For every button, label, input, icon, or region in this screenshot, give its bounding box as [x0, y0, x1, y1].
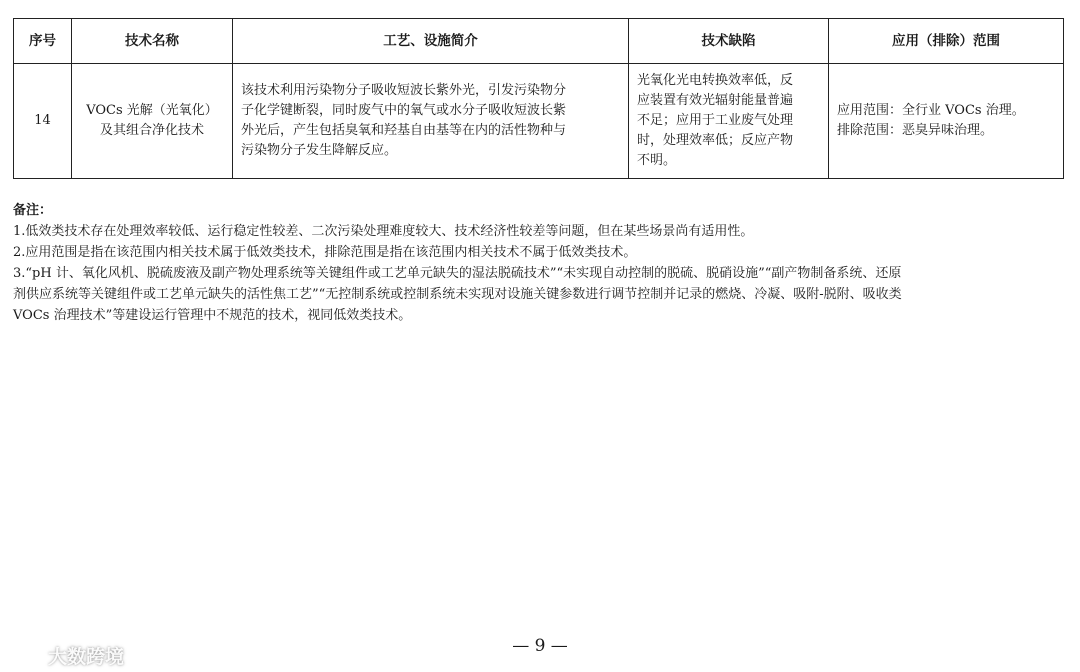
- watermark-text: 大数跨境: [48, 645, 125, 668]
- technology-name-text: VOCs 光解（光氧化） 及其组合净化技术: [86, 103, 218, 138]
- technical-defects-text: 光氧化光电转换效率低，反 应装置有效光辐射能量普遍 不足；应用于工业废气处理 时，处理效率低；反应产物 不明。: [637, 73, 794, 168]
- cell-serial-number: [14, 64, 72, 179]
- table-row: [14, 64, 1064, 179]
- notes-title: 备注：: [13, 203, 53, 218]
- cell-process-description: [233, 64, 629, 179]
- cell-technology-name: [72, 64, 233, 179]
- cell-technical-defects: [629, 64, 829, 179]
- watermark: [8, 641, 124, 669]
- note-item: 2.应用范围是指在该范围内相关技术属于低效类技术，排除范围是指在该范围内相关技术不属于低效类技术。: [13, 245, 637, 260]
- table-header-row: [14, 19, 1064, 64]
- header-serial-number: 序号: [14, 19, 72, 64]
- header-technical-defects: 技术缺陷: [629, 19, 829, 64]
- process-description-text: 该技术利用污染物分子吸收短波长紫外光，引发污染物分 子化学键断裂，同时废气中的氧气或水分子吸收短波长紫 外光后，产生包括臭氧和羟基自由基等在内的活性物种与 污染物分子发生降解反应。: [241, 83, 567, 158]
- page-number: — 9 —: [512, 636, 568, 656]
- header-application-scope: 应用（排除）范围: [829, 19, 1064, 64]
- brand-logo-icon: [8, 642, 44, 668]
- application-scope-text: 应用范围：全行业 VOCs 治理。 排除范围：恶臭异味治理。: [837, 103, 1025, 138]
- notes-section: [13, 200, 1069, 326]
- header-process-description: 工艺、设施简介: [233, 19, 629, 64]
- note-item: 3.“pH 计、氧化风机、脱硫废液及副产物处理系统等关键组件或工艺单元缺失的湿法脱硫技术”“未实现自动控制的脱硫、脱硝设施”“副产物制备系统、还原: [13, 266, 902, 281]
- note-item: 1.低效类技术存在处理效率较低、运行稳定性较差、二次污染处理难度较大、技术经济性较差等问题，但在某些场景尚有适用性。: [13, 224, 754, 239]
- note-item: 剂供应系统等关键组件或工艺单元缺失的活性焦工艺”“无控制系统或控制系统未实现对设施关键参数进行调节控制并记录的燃烧、冷凝、吸附-脱附、吸收类: [13, 287, 902, 302]
- technology-table: [13, 18, 1064, 179]
- cell-application-scope: [829, 64, 1064, 179]
- note-item: VOCs 治理技术”等建设运行管理中不规范的技术，视同低效类技术。: [13, 308, 412, 323]
- serial-number-text: 14: [34, 113, 51, 128]
- header-technology-name: 技术名称: [72, 19, 233, 64]
